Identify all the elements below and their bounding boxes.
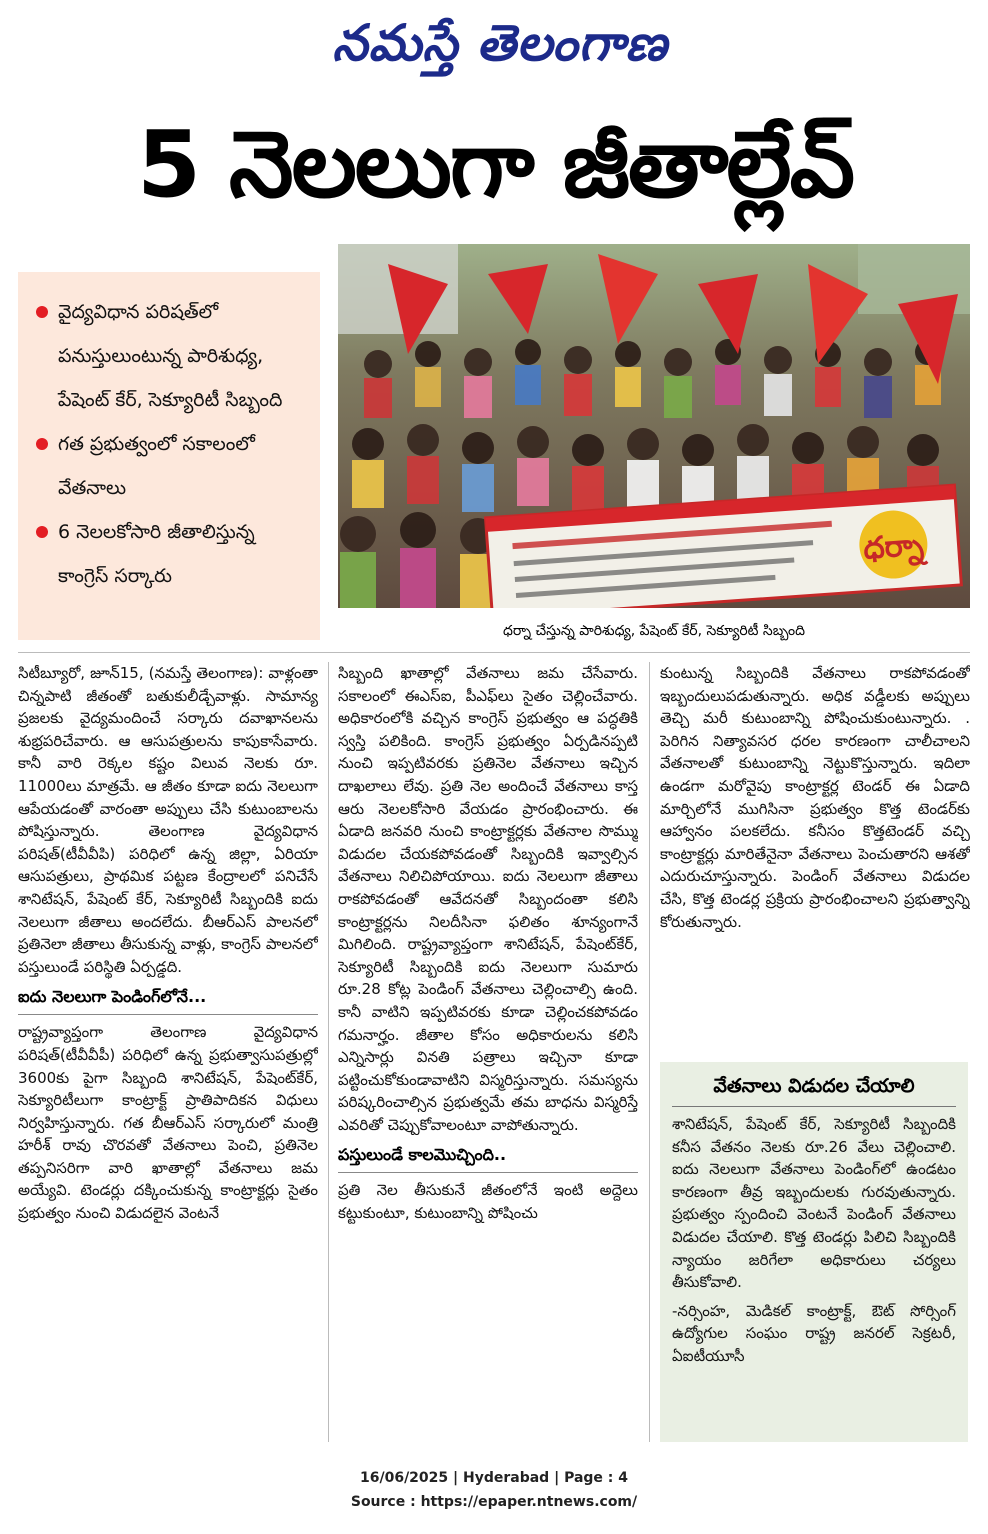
subheading: పస్తులుండే కాలమొచ్చింది..: [338, 1142, 638, 1173]
quote-box: [660, 1062, 968, 1442]
highlight-item: [32, 422, 310, 510]
column-divider: [328, 662, 329, 1442]
article-paragraph: సిటీబ్యూరో, జూన్15, (నమస్తే తెలంగాణ): వాళ్లంతా చిన్నపాటి జీతంతో బతుకులీడ్చేవాళ్లు. సామాన్య ప్రజలకు వైద్యమందించే సర్కారు దవాఖానలను శుభ్రపరిచేవారు. ఆ ఆసుపత్రులను కాపుకాసేవారు. కానీ వారి రెక్కల కష్టం విలువ నెలకు రూ. 11000లు మాత్రమే. ఆ జీతం కూడా ఐదు నెలలుగా ఆపేయడంతో వారంతా అప్పులు చేసి కుటుంబాలను పోషిస్తున్నారు. తెలంగాణ వైద్యవిధాన పరిషత్(టీవీవీపి) పరిధిలో ఉన్న జిల్లా, ఏరియా ఆసుపత్రులు, ప్రాథమిక పట్టణ కేంద్రాలలో పనిచేసే శానిటేషన్, పేషెంట్ కేర్, సెక్యూరిటీ సిబ్బందికి ఐదు నెలలుగా జీతాలు అందలేదు. బీఆర్ఎస్ పాలనలో ప్రతినెలా జీతాలు తీసుకున్న వాళ్లు, కాంగ్రెస్ పాలనలో పస్తులుండే పరిస్థితి ఏర్పడ్డది.: [18, 664, 318, 976]
article-column-3: [660, 662, 970, 1052]
quote-box-signature: -నర్సింహ, మెడికల్ కాంట్రాక్ట్, ఔట్ సోర్సింగ్ ఉద్యోగుల సంఘం రాష్ట్ర జనరల్ సెక్రటరీ, ఏఐటీయూసీ: [672, 1301, 956, 1365]
article-paragraph: కుంటున్న సిబ్బందికి వేతనాలు రాకపోవడంతో ఇబ్బందులుపడుతున్నారు. అధిక వడ్డీలకు అప్పులు తెచ్చి మరీ కుటుంబాన్ని పోషించుకుంటున్నారు. . పెరిగిన నిత్యావసర ధరల కారణంగా చాలీచాలని వేతనాలతో కుటుంబాన్ని నెట్టుకొస్తున్నారు. ఇదిలా ఉండగా మరోవైపు కాంట్రాక్టర్ల టెండర్ ఈ ఏడాది మార్చిలోనే ముగిసినా ప్రభుత్వం కొత్త టెండర్‌కు ఆహ్వానం పలకలేదు. కనీసం కొత్తటెండర్ వచ్చి కాంట్రాక్టర్లు మారితేనైనా వేతనాలు పెంచుతారని ఆశతో ఎదురుచూస్తున్నారు. పెండింగ్ వేతనాలు విడుదల చేసి, కొత్త టెండర్ల ప్రక్రియ ప్రారంభించాలని ప్రభుత్వాన్ని కోరుతున్నారు.: [660, 664, 970, 931]
headline: 5 నెలలుగా జీతాల్లేవ్: [136, 111, 854, 218]
article-paragraph: సిబ్బంది ఖాతాల్లో వేతనాలు జమ చేసేవారు. సకాలంలో ఈఎస్ఐ, పీఎఫ్‌లు సైతం చెల్లించేవారు. అధికారంలోకి వచ్చిన కాంగ్రెస్ ప్రభుత్వం ఆ పద్ధతికి స్వస్తి పలికింది. కాంగ్రెస్ ప్రభుత్వం ఏర్పడినప్పటి నుంచి ఇప్పటివరకు ప్రతినెల వేతనాలు ఇచ్చిన దాఖలాలు లేవు. ప్రతి నెల అందించే వేతనాలు కాస్త ఆరు నెలలకోసారి వేయడం ప్రారంభించారు. ఈ ఏడాది జనవరి నుంచి కాంట్రాక్టర్లకు వేతనాల సొమ్ము విడుదల చేయకపోవడంతో సిబ్బందికి ఇవ్వాల్సిన వేతనాలు నిలిచిపోయాయి. ఐదు నెలలుగా జీతాలు రాకపోవడంతో ఆవేదనతో సిబ్బందంతా కలిసి కాంట్రాక్టర్లను నిలదీసినా ఫలితం శూన్యంగానే మిగిలింది. రాష్ట్రవ్యాప్తంగా శానిటేషన్, పేషెంట్‌కేర్, సెక్యూరిటీ సిబ్బందికి ఐదు నెలలుగా సుమారు రూ.28 కోట్ల పెండింగ్ వేతనాలు చెల్లించాల్సి ఉంది. కానీ వాటిని ఇప్పటివరకు కూడా చెల్లించకపోవడం గమనార్హం. జీతాల కోసం అధికారులను కలిసి ఎన్నిసార్లు వినతి పత్రాలు ఇచ్చినా కూడా పట్టించుకోకుండావాటిని విస్మరిస్తున్నారు. సమస్యను పరిష్కరించాల్సిన ప్రభుత్వమే తమ బాధను విస్మరిస్తే ఎవరితో చెప్పుకోవాలంటూ వాపోతున్నారు.: [338, 664, 638, 1134]
photo-caption: ధర్నా చేస్తున్న పారిశుధ్య, పేషెంట్ కేర్, సెక్యూరిటీ సిబ్బంది: [502, 623, 806, 639]
quote-box-body: శానిటేషన్, పేషెంట్ కేర్, సెక్యూరిటీ సిబ్బందికి కనీస వేతనం నెలకు రూ.26 వేలు చెల్లించాలి. ఐదు నెలలుగా వేతనాలు పెండింగ్‌లో ఉండటం కారణంగా తీవ్ర ఇబ్బందులకు గురవుతున్నారు. ప్రభుత్వం స్పందించి వెంటనే పెండింగ్ వేతనాలు విడుదల చేయాలి. కొత్త టెండర్లు పిలిచి సిబ్బందికి న్యాయం జరిగేలా అధికారులు చర్యలు తీసుకోవాలి.: [672, 1115, 956, 1292]
highlight-text: 6 నెలలకోసారి జీతాలిస్తున్న కాంగ్రెస్ సర్కారు: [58, 521, 255, 587]
bullet-icon: [36, 306, 48, 318]
column-divider: [649, 662, 650, 1442]
highlight-item: [32, 290, 310, 422]
highlights-box: [18, 272, 320, 640]
bullet-icon: [36, 526, 48, 538]
highlight-text: వైద్యవిధాన పరిషత్‌లో పనుస్తులుంటున్న పారిశుధ్య, పేషెంట్ కేర్, సెక్యూరిటీ సిబ్బంది: [58, 301, 283, 411]
bullet-icon: [36, 438, 48, 450]
article-paragraph: రాష్ట్రవ్యాప్తంగా తెలంగాణ వైద్యవిధాన పరిషత్(టీవీవీపీ) పరిధిలో ఉన్న ప్రభుత్వాసుపత్రుల్లో 3600కు పైగా సిబ్బంది శానిటేషన్, పేషెంట్‌కేర్, సెక్యూరిటీలుగా కాంట్రాక్ట్ ప్రాతిపాదికన విధులు నిర్వహిస్తున్నారు. గత బీఆర్ఎస్ సర్కారులో మంత్రి హరీశ్ రావు చొరవతో వేతనాలు పెంచి, ప్రతినెల తప్పనిసరిగా వారి ఖాతాల్లో వేతనాలు జమ అయ్యేవి. టెండర్లు దక్కించుకున్న కాంట్రాక్టర్లు సైతం ప్రభుత్వం నుంచి విడుదలైన వెంటనే: [18, 1023, 318, 1223]
highlight-text: గత ప్రభుత్వంలో సకాలంలో వేతనాలు: [58, 433, 255, 499]
quote-box-title: వేతనాలు విడుదల చేయాలి: [672, 1072, 956, 1107]
subheading: ఐదు నెలలుగా పెండింగ్‌లోనే...: [18, 984, 318, 1015]
protest-photo: [338, 244, 970, 608]
footer-source: Source : https://epaper.ntnews.com/: [350, 1494, 638, 1510]
masthead-logo: నమస్తే తెలంగాణ: [332, 13, 668, 72]
article-column-1: [18, 662, 318, 1452]
banner-text: ధర్నా: [862, 527, 925, 567]
footer-date-page: 16/06/2025 | Hyderabad | Page : 4: [359, 1470, 629, 1486]
highlight-item: [32, 510, 310, 598]
divider: [18, 652, 970, 653]
article-column-2: [338, 662, 638, 1452]
article-paragraph: ప్రతి నెల తీసుకునే జీతంలోనే ఇంటి అద్దెలు కట్టుకుంటూ, కుటుంబాన్ని పోషించు: [338, 1181, 638, 1223]
